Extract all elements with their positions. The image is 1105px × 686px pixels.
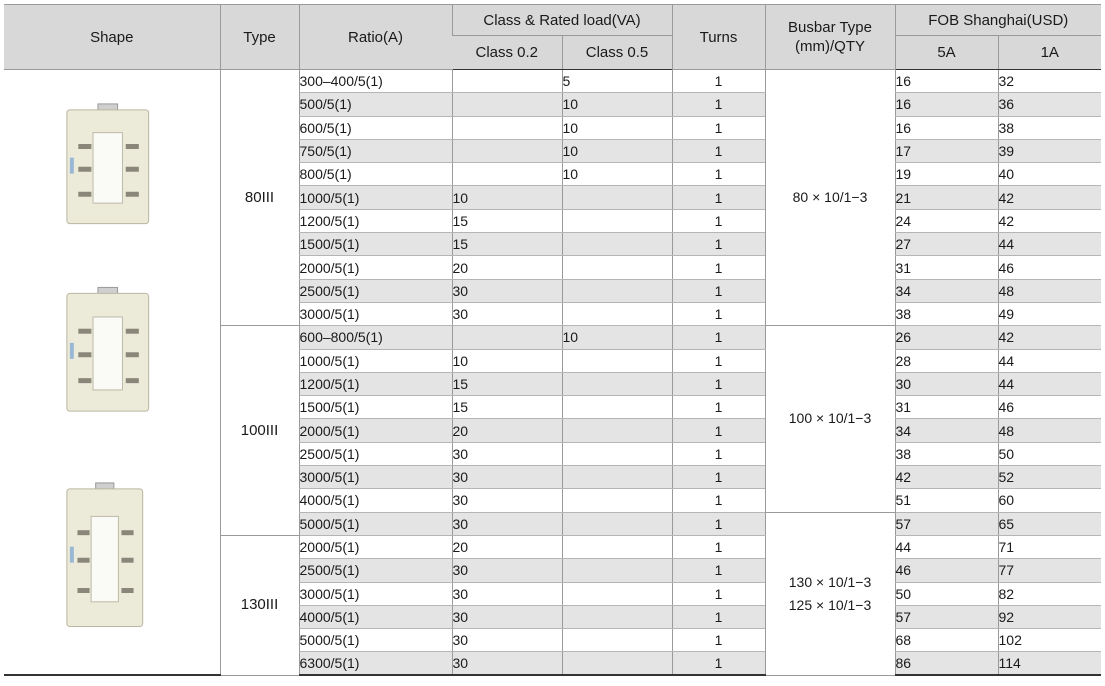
- fob-1a-cell: 102: [998, 629, 1101, 652]
- class05-cell: [562, 302, 672, 325]
- ratio-cell: 600/5(1): [299, 116, 452, 139]
- header-class02: Class 0.2: [452, 36, 562, 70]
- header-turns: Turns: [672, 5, 765, 70]
- turns-cell: 1: [672, 302, 765, 325]
- class05-cell: [562, 209, 672, 232]
- ratio-cell: 500/5(1): [299, 93, 452, 116]
- fob-5a-cell: 31: [895, 256, 998, 279]
- ratio-cell: 1200/5(1): [299, 209, 452, 232]
- fob-1a-cell: 46: [998, 396, 1101, 419]
- turns-cell: 1: [672, 372, 765, 395]
- busbar-line: 100 × 10/1−3: [788, 410, 872, 427]
- fob-1a-cell: 40: [998, 163, 1101, 186]
- ratio-cell: 1000/5(1): [299, 349, 452, 372]
- turns-cell: 1: [672, 70, 765, 93]
- fob-1a-cell: 42: [998, 186, 1101, 209]
- class02-cell: [452, 93, 562, 116]
- fob-1a-cell: 82: [998, 582, 1101, 605]
- fob-1a-cell: 71: [998, 535, 1101, 558]
- class02-cell: 15: [452, 396, 562, 419]
- ratio-cell: 2500/5(1): [299, 442, 452, 465]
- turns-cell: 1: [672, 233, 765, 256]
- header-ratio: Ratio(A): [299, 5, 452, 70]
- ratio-cell: 3000/5(1): [299, 466, 452, 489]
- class05-cell: [562, 396, 672, 419]
- fob-5a-cell: 16: [895, 116, 998, 139]
- class02-cell: 10: [452, 349, 562, 372]
- header-busbar: Busbar Type (mm)/QTY: [765, 5, 895, 70]
- busbar-line: 80 × 10/1−3: [792, 189, 868, 206]
- class02-cell: 30: [452, 302, 562, 325]
- fob-5a-cell: 86: [895, 652, 998, 676]
- class02-cell: [452, 163, 562, 186]
- ratio-cell: 2000/5(1): [299, 535, 452, 558]
- turns-cell: 1: [672, 512, 765, 535]
- class05-cell: [562, 466, 672, 489]
- class05-cell: [562, 582, 672, 605]
- class02-cell: 30: [452, 489, 562, 512]
- fob-1a-cell: 114: [998, 652, 1101, 676]
- type-cell: 100III: [220, 326, 299, 536]
- ratio-cell: 1200/5(1): [299, 372, 452, 395]
- fob-5a-cell: 24: [895, 209, 998, 232]
- class02-cell: 30: [452, 512, 562, 535]
- header-type: Type: [220, 5, 299, 70]
- current-transformer-image: [67, 287, 149, 411]
- fob-1a-cell: 39: [998, 139, 1101, 162]
- ratio-cell: 6300/5(1): [299, 652, 452, 676]
- table-body: [4, 70, 1101, 676]
- class05-cell: 10: [562, 163, 672, 186]
- class02-cell: [452, 139, 562, 162]
- class02-cell: 30: [452, 582, 562, 605]
- fob-1a-cell: 38: [998, 116, 1101, 139]
- current-transformer-image: [67, 483, 143, 627]
- busbar-cell: [765, 512, 895, 675]
- fob-1a-cell: 48: [998, 419, 1101, 442]
- turns-cell: 1: [672, 582, 765, 605]
- ratio-cell: 1500/5(1): [299, 396, 452, 419]
- fob-5a-cell: 30: [895, 372, 998, 395]
- ratio-cell: 2000/5(1): [299, 419, 452, 442]
- shape-images: [4, 70, 220, 674]
- fob-5a-cell: 51: [895, 489, 998, 512]
- fob-5a-cell: 50: [895, 582, 998, 605]
- ratio-cell: 1000/5(1): [299, 186, 452, 209]
- fob-1a-cell: 42: [998, 326, 1101, 349]
- header-shape: Shape: [4, 5, 220, 70]
- fob-5a-cell: 46: [895, 559, 998, 582]
- turns-cell: 1: [672, 396, 765, 419]
- class05-cell: 10: [562, 116, 672, 139]
- fob-5a-cell: 38: [895, 442, 998, 465]
- header-class05: Class 0.5: [562, 36, 672, 70]
- class02-cell: 30: [452, 279, 562, 302]
- class05-cell: [562, 233, 672, 256]
- table-row: [4, 70, 1101, 93]
- fob-1a-cell: 32: [998, 70, 1101, 93]
- class05-cell: 10: [562, 93, 672, 116]
- fob-5a-cell: 42: [895, 466, 998, 489]
- ratio-cell: 750/5(1): [299, 139, 452, 162]
- class02-cell: 30: [452, 605, 562, 628]
- turns-cell: 1: [672, 535, 765, 558]
- turns-cell: 1: [672, 652, 765, 676]
- ratio-cell: 600–800/5(1): [299, 326, 452, 349]
- class05-cell: [562, 629, 672, 652]
- turns-cell: 1: [672, 349, 765, 372]
- fob-5a-cell: 19: [895, 163, 998, 186]
- fob-5a-cell: 26: [895, 326, 998, 349]
- header-fob-1a: 1A: [998, 36, 1101, 70]
- turns-cell: 1: [672, 116, 765, 139]
- fob-5a-cell: 44: [895, 535, 998, 558]
- class05-cell: [562, 605, 672, 628]
- class05-cell: [562, 279, 672, 302]
- class02-cell: 15: [452, 209, 562, 232]
- turns-cell: 1: [672, 186, 765, 209]
- ratio-cell: 800/5(1): [299, 163, 452, 186]
- class05-cell: [562, 419, 672, 442]
- fob-5a-cell: 34: [895, 419, 998, 442]
- fob-1a-cell: 52: [998, 466, 1101, 489]
- ratio-cell: 5000/5(1): [299, 512, 452, 535]
- fob-5a-cell: 57: [895, 512, 998, 535]
- class05-cell: [562, 512, 672, 535]
- fob-1a-cell: 36: [998, 93, 1101, 116]
- turns-cell: 1: [672, 629, 765, 652]
- class05-cell: 10: [562, 139, 672, 162]
- fob-1a-cell: 48: [998, 279, 1101, 302]
- class02-cell: 20: [452, 535, 562, 558]
- class02-cell: 10: [452, 186, 562, 209]
- class02-cell: 30: [452, 466, 562, 489]
- class05-cell: [562, 442, 672, 465]
- busbar-line: 125 × 10/1−3: [788, 596, 872, 613]
- busbar-cell: [765, 326, 895, 512]
- turns-cell: 1: [672, 279, 765, 302]
- ratio-cell: 3000/5(1): [299, 582, 452, 605]
- turns-cell: 1: [672, 139, 765, 162]
- fob-1a-cell: 42: [998, 209, 1101, 232]
- turns-cell: 1: [672, 442, 765, 465]
- type-cell: 130III: [220, 535, 299, 675]
- class02-cell: 30: [452, 629, 562, 652]
- ratio-cell: 2500/5(1): [299, 279, 452, 302]
- class05-cell: [562, 489, 672, 512]
- class05-cell: 5: [562, 70, 672, 93]
- turns-cell: 1: [672, 559, 765, 582]
- class05-cell: [562, 186, 672, 209]
- fob-1a-cell: 44: [998, 233, 1101, 256]
- shape-column: [4, 70, 220, 676]
- header-fob: FOB Shanghai(USD): [895, 5, 1101, 36]
- class05-cell: [562, 652, 672, 676]
- class05-cell: 10: [562, 326, 672, 349]
- table-header: [4, 5, 1101, 70]
- fob-5a-cell: 31: [895, 396, 998, 419]
- ratio-cell: 300–400/5(1): [299, 70, 452, 93]
- fob-1a-cell: 49: [998, 302, 1101, 325]
- ratio-cell: 5000/5(1): [299, 629, 452, 652]
- ratio-cell: 4000/5(1): [299, 489, 452, 512]
- fob-5a-cell: 16: [895, 70, 998, 93]
- turns-cell: 1: [672, 209, 765, 232]
- fob-5a-cell: 57: [895, 605, 998, 628]
- fob-5a-cell: 17: [895, 139, 998, 162]
- fob-5a-cell: 38: [895, 302, 998, 325]
- class02-cell: 30: [452, 559, 562, 582]
- turns-cell: 1: [672, 605, 765, 628]
- class05-cell: [562, 349, 672, 372]
- fob-1a-cell: 44: [998, 372, 1101, 395]
- fob-1a-cell: 92: [998, 605, 1101, 628]
- class05-cell: [562, 256, 672, 279]
- busbar-line: 130 × 10/1−3: [788, 573, 872, 590]
- fob-1a-cell: 46: [998, 256, 1101, 279]
- fob-1a-cell: 65: [998, 512, 1101, 535]
- ratio-cell: 1500/5(1): [299, 233, 452, 256]
- type-cell: 80III: [220, 70, 299, 326]
- class02-cell: 15: [452, 372, 562, 395]
- class02-cell: 20: [452, 256, 562, 279]
- fob-1a-cell: 50: [998, 442, 1101, 465]
- header-fob-5a: 5A: [895, 36, 998, 70]
- turns-cell: 1: [672, 256, 765, 279]
- turns-cell: 1: [672, 419, 765, 442]
- busbar-cell: [765, 70, 895, 326]
- fob-1a-cell: 60: [998, 489, 1101, 512]
- fob-5a-cell: 34: [895, 279, 998, 302]
- turns-cell: 1: [672, 466, 765, 489]
- fob-5a-cell: 27: [895, 233, 998, 256]
- class05-cell: [562, 559, 672, 582]
- ratio-cell: 4000/5(1): [299, 605, 452, 628]
- class02-cell: [452, 116, 562, 139]
- fob-1a-cell: 77: [998, 559, 1101, 582]
- ratio-cell: 3000/5(1): [299, 302, 452, 325]
- fob-1a-cell: 44: [998, 349, 1101, 372]
- turns-cell: 1: [672, 489, 765, 512]
- turns-cell: 1: [672, 326, 765, 349]
- ratio-cell: 2000/5(1): [299, 256, 452, 279]
- class02-cell: 20: [452, 419, 562, 442]
- class02-cell: [452, 326, 562, 349]
- class02-cell: 30: [452, 442, 562, 465]
- class02-cell: 30: [452, 652, 562, 676]
- class05-cell: [562, 372, 672, 395]
- fob-5a-cell: 68: [895, 629, 998, 652]
- header-class-group: Class & Rated load(VA): [452, 5, 672, 36]
- class05-cell: [562, 535, 672, 558]
- class02-cell: [452, 70, 562, 93]
- turns-cell: 1: [672, 93, 765, 116]
- fob-5a-cell: 28: [895, 349, 998, 372]
- turns-cell: 1: [672, 163, 765, 186]
- fob-5a-cell: 16: [895, 93, 998, 116]
- price-table: [4, 4, 1101, 676]
- class02-cell: 15: [452, 233, 562, 256]
- current-transformer-image: [67, 104, 149, 224]
- ratio-cell: 2500/5(1): [299, 559, 452, 582]
- fob-5a-cell: 21: [895, 186, 998, 209]
